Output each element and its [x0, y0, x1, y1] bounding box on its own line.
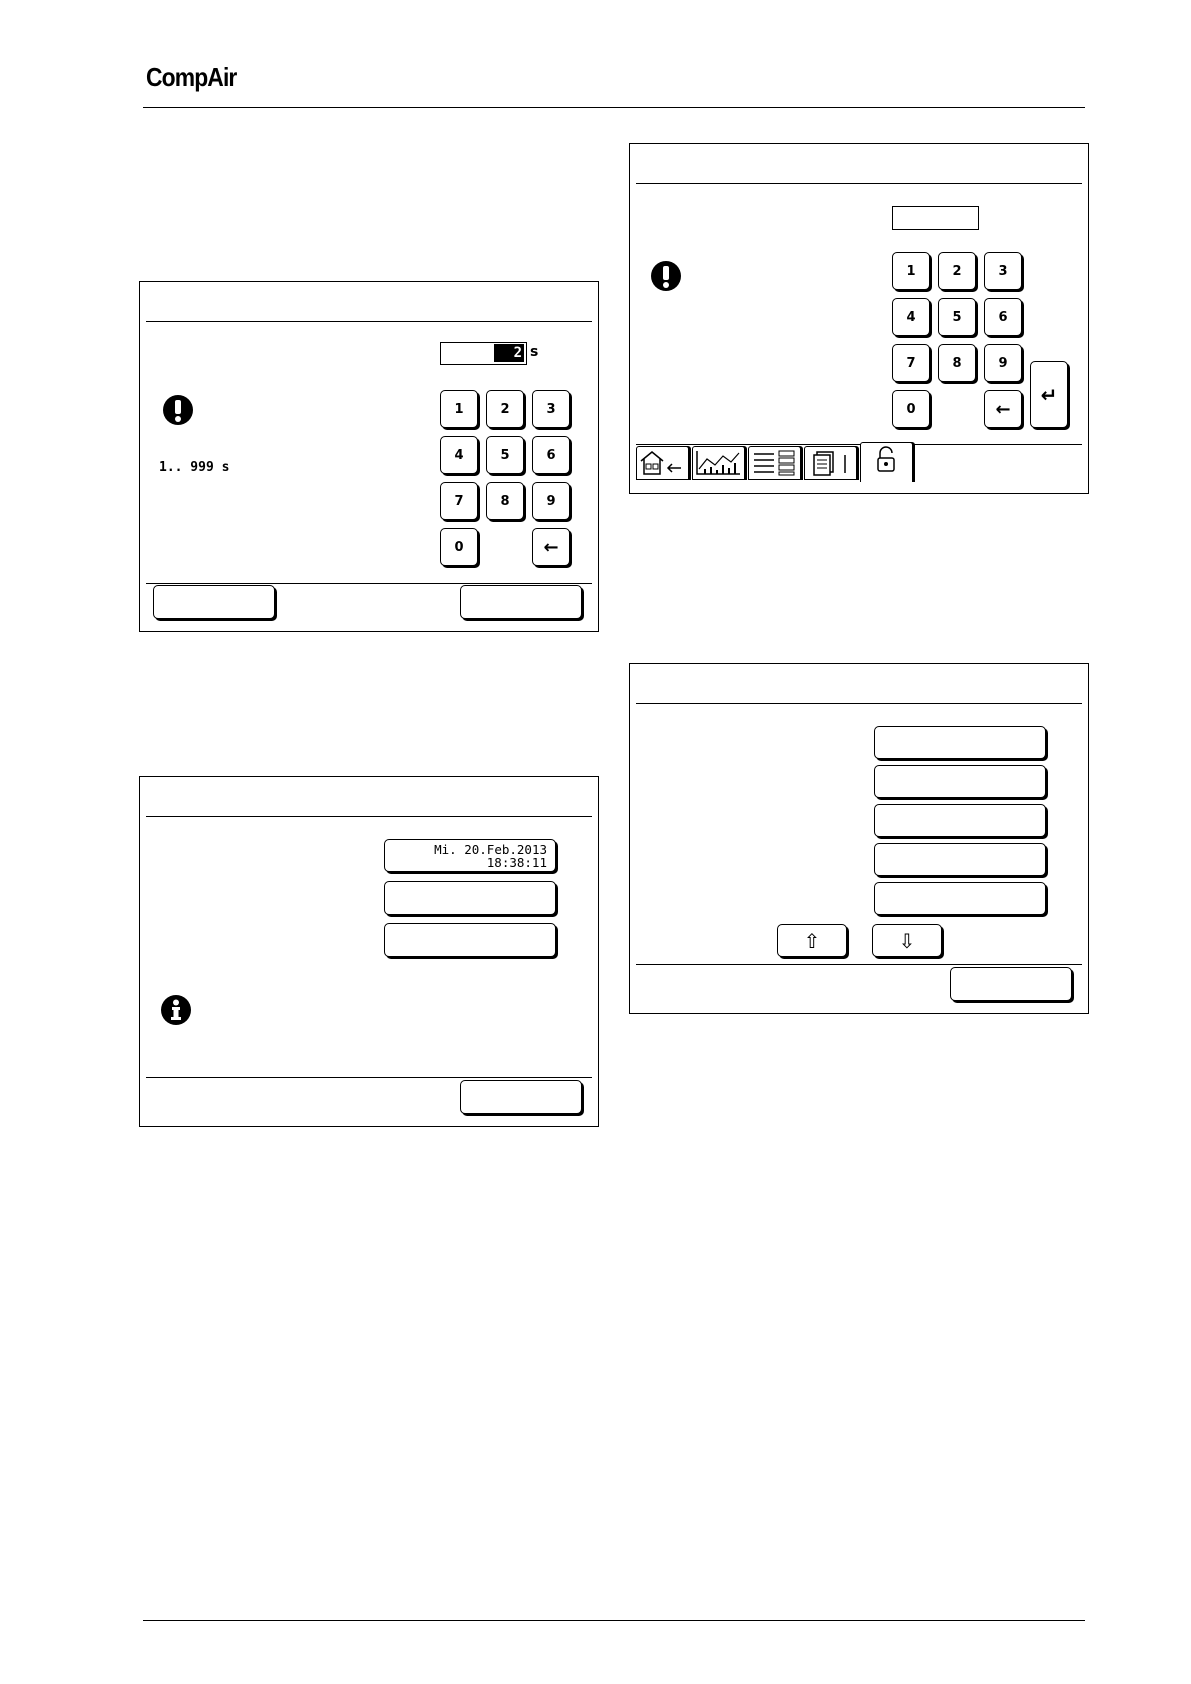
password-entry-screen	[629, 143, 1089, 494]
compair-logo: CompAir	[146, 62, 237, 92]
title-divider	[146, 816, 592, 817]
title-divider	[636, 183, 1082, 184]
date-time-screen	[139, 776, 599, 1127]
footer-rule	[143, 1620, 1085, 1621]
backspace-key[interactable]: ←	[532, 528, 570, 566]
key-2[interactable]: 2	[486, 390, 524, 428]
trend-tab-icon	[693, 447, 743, 477]
info-icon	[160, 994, 192, 1026]
title-divider	[636, 703, 1082, 704]
right-softkey-button[interactable]	[460, 1080, 582, 1114]
timer-setting-screen	[139, 281, 599, 632]
scroll-up-button[interactable]: ⇧	[777, 924, 847, 957]
key-0[interactable]: 0	[440, 528, 478, 566]
parameter-tab[interactable]	[804, 446, 857, 480]
footer-divider	[636, 964, 1082, 965]
warning-icon	[650, 260, 682, 292]
list-item-button-4[interactable]	[874, 843, 1046, 876]
tab-divider	[636, 444, 1082, 445]
setting-button-3[interactable]	[384, 923, 556, 957]
key-7[interactable]: 7	[440, 482, 478, 520]
list-tab[interactable]	[748, 446, 801, 480]
key-3[interactable]: 3	[984, 252, 1022, 290]
key-1[interactable]: 1	[892, 252, 930, 290]
list-item-button-5[interactable]	[874, 882, 1046, 915]
key-5[interactable]: 5	[486, 436, 524, 474]
key-7[interactable]: 7	[892, 344, 930, 382]
lock-tab[interactable]	[860, 442, 913, 482]
list-item-button-3[interactable]	[874, 804, 1046, 837]
timer-unit: s	[530, 344, 539, 360]
parameter-tab-icon	[805, 447, 855, 477]
key-6[interactable]: 6	[984, 298, 1022, 336]
list-selection-screen	[629, 663, 1089, 1014]
key-2[interactable]: 2	[938, 252, 976, 290]
header-rule	[143, 107, 1085, 108]
setting-button-2[interactable]	[384, 881, 556, 915]
timer-value: 2	[494, 344, 524, 362]
timer-value-field[interactable]	[440, 342, 527, 365]
home-tab-icon	[637, 447, 687, 477]
trend-tab[interactable]	[692, 446, 745, 480]
date-time-button[interactable]	[384, 839, 556, 872]
time-text: 18:38:11	[486, 855, 547, 870]
key-4[interactable]: 4	[892, 298, 930, 336]
enter-key[interactable]: ↵	[1030, 361, 1068, 428]
key-8[interactable]: 8	[938, 344, 976, 382]
key-8[interactable]: 8	[486, 482, 524, 520]
scroll-down-button[interactable]: ⇩	[872, 924, 942, 957]
key-1[interactable]: 1	[440, 390, 478, 428]
warning-icon	[162, 394, 194, 426]
list-item-button-1[interactable]	[874, 726, 1046, 759]
backspace-key[interactable]: ←	[984, 390, 1022, 428]
lock-tab-icon	[861, 443, 911, 477]
range-hint: 1.. 999 s	[159, 460, 230, 475]
right-softkey-button[interactable]	[950, 967, 1072, 1001]
key-6[interactable]: 6	[532, 436, 570, 474]
key-3[interactable]: 3	[532, 390, 570, 428]
right-softkey-button[interactable]	[460, 585, 582, 619]
key-0[interactable]: 0	[892, 390, 930, 428]
key-5[interactable]: 5	[938, 298, 976, 336]
footer-divider	[146, 583, 592, 584]
list-tab-icon	[749, 447, 799, 477]
key-4[interactable]: 4	[440, 436, 478, 474]
left-softkey-button[interactable]	[153, 585, 275, 619]
list-item-button-2[interactable]	[874, 765, 1046, 798]
title-divider	[146, 321, 592, 322]
password-field[interactable]	[892, 206, 979, 230]
footer-divider	[146, 1077, 592, 1078]
home-tab[interactable]	[636, 446, 689, 480]
date-text: Mi. 20.Feb.2013	[434, 842, 547, 857]
key-9[interactable]: 9	[532, 482, 570, 520]
key-9[interactable]: 9	[984, 344, 1022, 382]
